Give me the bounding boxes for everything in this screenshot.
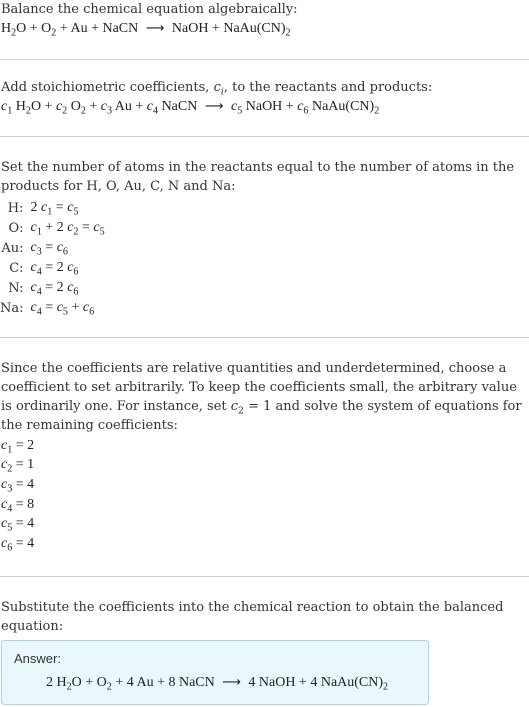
balance-row-h	[0, 198, 105, 218]
atom-balance-table	[0, 198, 105, 318]
solution-value: = 4	[12, 536, 35, 551]
section-4-intro: Since the coefficients are relative quantities and underdetermined, choose a coefficient to set arbitrarily. To keep the coefficients small, the arbitrary value is ordinarily one. For instance, set $c_2 = 1$ and solve the system of equations for the remaining coefficients:	[1, 361, 522, 433]
solution-c3: $c_3 = 4$	[1, 477, 35, 495]
section-3-intro: Set the number of atoms in the reactants equal to the number of atoms in the products for H, O, Au, C, N and Na:	[1, 160, 515, 194]
balanced-equation: 2 $H_2O + O_2 + 4$ Au + 8 NaCN ⟶ 4 NaOH + 4 $NaAu(CN)_2$	[46, 675, 389, 693]
balance-row-o	[0, 218, 105, 238]
unbalanced-equation: $H_2O + O_2 + Au$ + NaCN ⟶ NaOH + $NaAu(CN)_2$	[1, 21, 291, 39]
section-1-intro: Balance the chemical equation algebraically:	[1, 2, 298, 17]
solution-value: = 1	[12, 457, 35, 472]
section-divider	[0, 576, 529, 577]
coefficient-equation: $c_1$ $H_2O + c_2$ $O_2 + c_3$ $Au + c_4$ NaCN ⟶ $c_5$ NaOH + $c_6$ $NaAu(CN)_2$	[1, 99, 380, 117]
balance-row-au	[0, 238, 105, 258]
answer-box	[1, 640, 429, 705]
solution-c6: $c_6 = 4$	[1, 536, 35, 554]
section-5-intro: Substitute the coefficients into the chemical reaction to obtain the balanced equation:	[1, 600, 504, 634]
element-label: Au:	[1, 240, 24, 256]
solution-value: = 4	[12, 516, 35, 531]
solution-c4: $c_4 = 8$	[1, 497, 35, 515]
element-label: C:	[9, 260, 24, 276]
solution-value: = 8	[12, 497, 35, 512]
balance-equation: $c_4 = 2$ $c_6$	[30, 280, 79, 298]
balance-equation: $c_3 = c_6$	[30, 240, 68, 258]
element-label: H:	[7, 200, 24, 216]
solution-value: = 4	[12, 477, 35, 492]
balance-row-n	[0, 278, 105, 298]
solution-c2: $c_2 = 1$	[1, 457, 35, 475]
element-label: N:	[8, 280, 24, 296]
solution-c5: $c_5 = 4$	[1, 516, 35, 534]
solution-value: = 2	[12, 438, 35, 453]
balance-equation: $c_4 = 2$ $c_6$	[30, 260, 79, 278]
solution-c1: $c_1 = 2$	[1, 438, 35, 456]
balance-row-c	[0, 258, 105, 278]
element-label: Na:	[0, 300, 24, 316]
section-divider	[0, 136, 529, 137]
section-divider	[0, 59, 529, 60]
balance-equation: $c_4 = c_5 + c_6$	[30, 300, 95, 318]
section-2-intro: Add stoichiometric coefficients, $c_i$, to the reactants and products:	[1, 80, 433, 98]
section-divider	[0, 337, 529, 338]
balance-row-na	[0, 298, 105, 318]
balance-equation: $c_1 + 2$ $c_2 = c_5$	[30, 220, 105, 238]
balance-equation: 2 $c_1 = c_5$	[30, 200, 79, 218]
answer-label: Answer:	[14, 651, 61, 666]
element-label: O:	[8, 220, 24, 236]
